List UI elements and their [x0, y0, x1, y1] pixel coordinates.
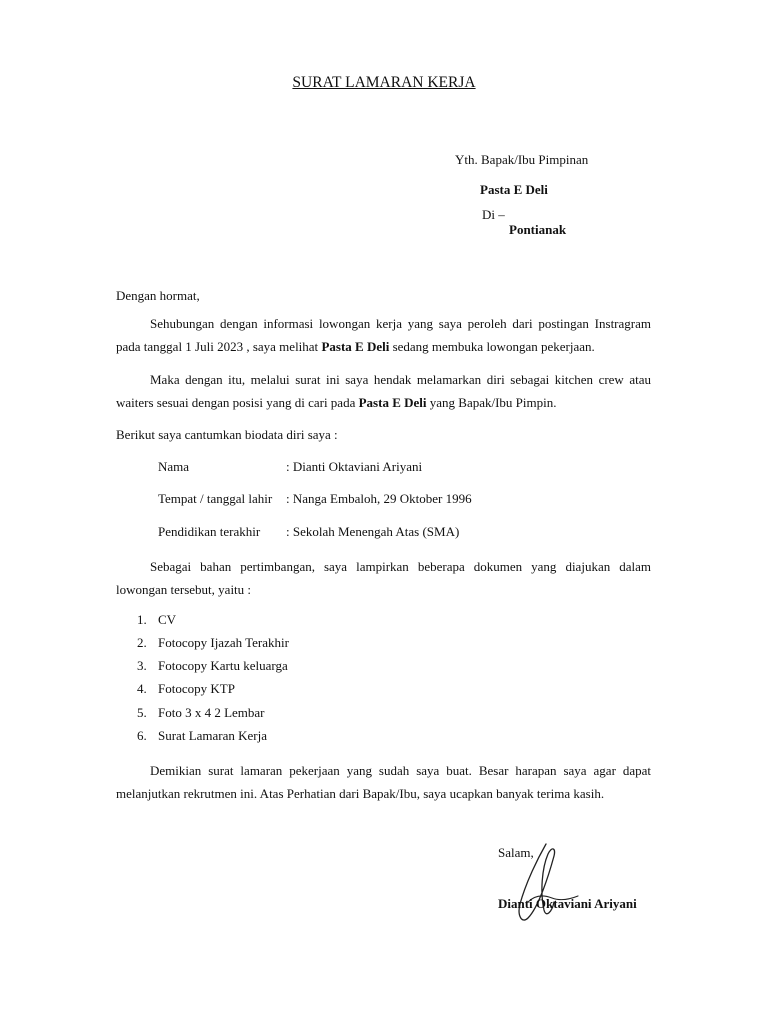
list-item-number: 6.	[137, 728, 147, 743]
list-item-number: 3.	[137, 658, 147, 673]
biodata-label: Pendidikan terakhir	[158, 524, 261, 539]
list-item: CV	[158, 612, 177, 627]
paragraph-intro-end: sedang membuka lowongan pekerjaan.	[389, 339, 595, 354]
list-item-number: 5.	[137, 705, 147, 720]
list-item: Fotocopy Ijazah Terakhir	[158, 635, 289, 650]
company-name-bold: Pasta E Deli	[358, 395, 427, 410]
handwritten-signature	[508, 838, 582, 930]
list-item-number: 1.	[137, 612, 147, 627]
list-item-number: 4.	[137, 681, 147, 696]
list-item: Fotocopy Kartu keluarga	[158, 658, 288, 673]
list-item: Surat Lamaran Kerja	[158, 728, 268, 743]
paragraph-application	[116, 368, 651, 414]
biodata-value: : Sekolah Menengah Atas (SMA)	[286, 524, 460, 539]
greeting: Dengan hormat,	[116, 288, 200, 303]
biodata-label: Tempat / tanggal lahir	[158, 491, 273, 506]
paragraph-application-text: Maka dengan itu, melalui surat ini saya hendak melamarkan diri sebagai kitchen crew atau waiters sesuai dengan posisi yang di cari pada	[116, 372, 651, 410]
signer-name: Dianti Oktaviani Ariyani	[498, 896, 637, 911]
biodata-value: : Nanga Embaloh, 29 Oktober 1996	[286, 491, 472, 506]
paragraph-intro	[116, 312, 651, 358]
paragraph-closing: Demikian surat lamaran pekerjaan yang sudah saya buat. Besar harapan saya agar dapat melanjutkan rekrutmen ini. Atas Perhatian dari Bapak/Ibu, saya ucapkan banyak terima kasih.	[116, 763, 651, 801]
list-item: Foto 3 x 4 2 Lembar	[158, 705, 265, 720]
recipient-city: Pontianak	[509, 222, 567, 237]
company-name-bold: Pasta E Deli	[321, 339, 390, 354]
paragraph-application-end: yang Bapak/Ibu Pimpin.	[426, 395, 557, 410]
biodata-label: Nama	[158, 459, 190, 474]
list-item-number: 2.	[137, 635, 147, 650]
biodata-intro: Berikut saya cantumkan biodata diri saya :	[116, 427, 338, 442]
recipient-di: Di –	[482, 207, 505, 222]
paragraph-attachments: Sebagai bahan pertimbangan, saya lampirkan beberapa dokumen yang diajukan dalam lowongan tersebut, yaitu :	[116, 559, 651, 597]
letter-title: SURAT LAMARAN KERJA	[292, 74, 476, 91]
recipient-line: Yth. Bapak/Ibu Pimpinan	[455, 152, 589, 167]
list-item: Fotocopy KTP	[158, 681, 235, 696]
paragraph-intro-text: Sehubungan dengan informasi lowongan kerja yang saya peroleh dari postingan Instragram pada tanggal 1 Juli 2023 , saya melihat	[116, 316, 651, 354]
recipient-company: Pasta E Deli	[480, 182, 548, 197]
biodata-value: : Dianti Oktaviani Ariyani	[286, 459, 423, 474]
salam-text: Salam,	[498, 845, 534, 860]
